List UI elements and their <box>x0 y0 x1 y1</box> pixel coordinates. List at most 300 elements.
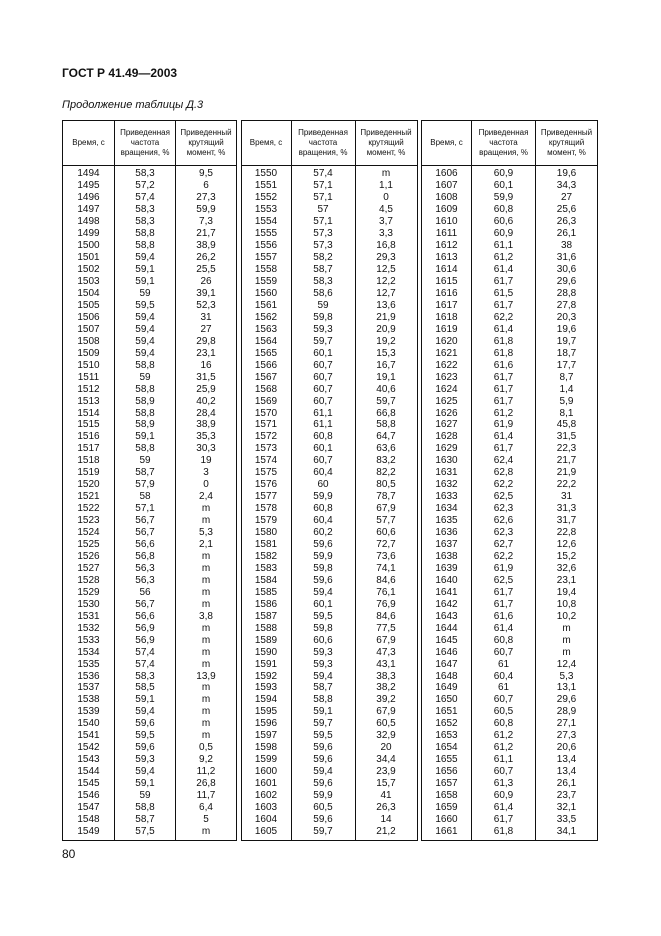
table-row <box>241 180 417 192</box>
table-row <box>422 623 598 635</box>
torque-cell: 84,6 <box>355 611 417 623</box>
time-cell: 1627 <box>422 420 472 432</box>
torque-cell: 60,5 <box>355 718 417 730</box>
torque-cell: 26,3 <box>536 216 598 228</box>
time-cell: 1661 <box>422 826 472 841</box>
table-row <box>422 527 598 539</box>
time-cell: 1542 <box>63 742 115 754</box>
speed-cell: 57,1 <box>291 216 355 228</box>
torque-cell: 27,1 <box>536 718 598 730</box>
torque-cell: 23,7 <box>536 790 598 802</box>
speed-cell: 62,7 <box>472 539 536 551</box>
torque-cell: 67,9 <box>355 706 417 718</box>
torque-cell: 16,7 <box>355 360 417 372</box>
torque-cell: 5,9 <box>536 396 598 408</box>
column-header-torque: Приведенный крутящий момент, % <box>355 121 417 166</box>
torque-cell: 32,1 <box>536 802 598 814</box>
speed-cell: 60,7 <box>472 647 536 659</box>
torque-cell: 19,7 <box>536 336 598 348</box>
speed-cell: 59 <box>115 790 176 802</box>
torque-cell: 59,7 <box>355 396 417 408</box>
speed-cell: 61,7 <box>472 372 536 384</box>
table-row <box>422 216 598 228</box>
table-row <box>241 623 417 635</box>
table-row <box>241 515 417 527</box>
torque-cell: m <box>176 659 237 671</box>
time-cell: 1628 <box>422 431 472 443</box>
speed-cell: 58,9 <box>115 396 176 408</box>
time-cell: 1596 <box>241 718 291 730</box>
torque-cell: m <box>176 635 237 647</box>
speed-cell: 61 <box>472 659 536 671</box>
torque-cell: 2,1 <box>176 539 237 551</box>
table-row <box>422 551 598 563</box>
speed-cell: 59 <box>291 300 355 312</box>
speed-cell: 60,7 <box>291 384 355 396</box>
speed-cell: 58,8 <box>115 802 176 814</box>
torque-cell: 27 <box>176 324 237 336</box>
torque-cell: 19,6 <box>536 166 598 181</box>
torque-cell: 21,7 <box>536 455 598 467</box>
speed-cell: 57,3 <box>291 228 355 240</box>
speed-cell: 61,4 <box>472 802 536 814</box>
time-cell: 1577 <box>241 491 291 503</box>
torque-cell: 22,8 <box>536 527 598 539</box>
speed-cell: 61,5 <box>472 288 536 300</box>
torque-cell: 28,8 <box>536 288 598 300</box>
torque-cell: 19,1 <box>355 372 417 384</box>
time-cell: 1528 <box>63 575 115 587</box>
table-row <box>422 467 598 479</box>
table-row <box>63 814 237 826</box>
torque-cell: 21,9 <box>536 467 598 479</box>
table-block-1 <box>62 120 237 841</box>
table-row <box>422 431 598 443</box>
torque-cell: 47,3 <box>355 647 417 659</box>
table-row <box>63 180 237 192</box>
table-row <box>63 467 237 479</box>
speed-cell: 59,3 <box>115 754 176 766</box>
table-row <box>63 503 237 515</box>
torque-cell: m <box>176 682 237 694</box>
table-row <box>63 396 237 408</box>
speed-cell: 61,8 <box>472 336 536 348</box>
time-cell: 1503 <box>63 276 115 288</box>
column-header-time: Время, с <box>63 121 115 166</box>
time-cell: 1501 <box>63 252 115 264</box>
time-cell: 1550 <box>241 166 291 181</box>
speed-cell: 56 <box>115 587 176 599</box>
speed-cell: 61,6 <box>472 360 536 372</box>
table-row <box>63 671 237 683</box>
table-row <box>63 312 237 324</box>
table-row <box>241 216 417 228</box>
speed-cell: 59,5 <box>115 730 176 742</box>
torque-cell: 21,9 <box>355 312 417 324</box>
table-row <box>63 802 237 814</box>
speed-cell: 58,7 <box>115 814 176 826</box>
speed-cell: 61,2 <box>472 730 536 742</box>
time-cell: 1540 <box>63 718 115 730</box>
torque-cell: 26,3 <box>355 802 417 814</box>
time-cell: 1505 <box>63 300 115 312</box>
speed-cell: 62,4 <box>472 455 536 467</box>
time-cell: 1551 <box>241 180 291 192</box>
time-cell: 1574 <box>241 455 291 467</box>
speed-cell: 60,5 <box>291 802 355 814</box>
speed-cell: 59,8 <box>291 623 355 635</box>
speed-cell: 61,2 <box>472 252 536 264</box>
time-cell: 1582 <box>241 551 291 563</box>
time-cell: 1592 <box>241 671 291 683</box>
speed-cell: 61,7 <box>472 814 536 826</box>
torque-cell: 25,9 <box>176 384 237 396</box>
table-row <box>63 527 237 539</box>
torque-cell: 19 <box>176 455 237 467</box>
speed-cell: 59,6 <box>291 575 355 587</box>
torque-cell: 30,3 <box>176 443 237 455</box>
torque-cell: 29,6 <box>536 694 598 706</box>
table-block-2 <box>241 120 418 841</box>
speed-cell: 60,6 <box>291 635 355 647</box>
torque-cell: 26 <box>176 276 237 288</box>
speed-cell: 59,4 <box>115 706 176 718</box>
speed-cell: 61,1 <box>472 754 536 766</box>
speed-cell: 62,2 <box>472 551 536 563</box>
speed-cell: 60,9 <box>472 228 536 240</box>
speed-cell: 58,3 <box>115 216 176 228</box>
table-row <box>241 551 417 563</box>
table-row <box>241 730 417 742</box>
time-cell: 1553 <box>241 204 291 216</box>
table-row <box>241 694 417 706</box>
time-cell: 1616 <box>422 288 472 300</box>
speed-cell: 61,1 <box>291 408 355 420</box>
torque-cell: 19,2 <box>355 336 417 348</box>
time-cell: 1600 <box>241 766 291 778</box>
speed-cell: 60,2 <box>291 527 355 539</box>
table-row <box>241 360 417 372</box>
torque-cell: 20,9 <box>355 324 417 336</box>
torque-cell: 19,4 <box>536 587 598 599</box>
table-row <box>241 682 417 694</box>
time-cell: 1642 <box>422 599 472 611</box>
time-cell: 1587 <box>241 611 291 623</box>
speed-cell: 62,5 <box>472 575 536 587</box>
time-cell: 1603 <box>241 802 291 814</box>
table-row <box>63 479 237 491</box>
torque-cell: 38,2 <box>355 682 417 694</box>
torque-cell: 27 <box>536 192 598 204</box>
torque-cell: m <box>176 515 237 527</box>
speed-cell: 58,3 <box>291 276 355 288</box>
time-cell: 1658 <box>422 790 472 802</box>
table-row <box>63 431 237 443</box>
torque-cell: 72,7 <box>355 539 417 551</box>
speed-cell: 59,3 <box>291 324 355 336</box>
torque-cell: 26,1 <box>536 228 598 240</box>
time-cell: 1541 <box>63 730 115 742</box>
torque-cell: 78,7 <box>355 491 417 503</box>
speed-cell: 59 <box>115 288 176 300</box>
table-header-row <box>63 121 237 166</box>
table-row <box>63 300 237 312</box>
time-cell: 1622 <box>422 360 472 372</box>
torque-cell: 10,2 <box>536 611 598 623</box>
time-cell: 1531 <box>63 611 115 623</box>
speed-cell: 61 <box>472 682 536 694</box>
table-row <box>241 635 417 647</box>
torque-cell: 63,6 <box>355 443 417 455</box>
torque-cell: 2,4 <box>176 491 237 503</box>
speed-cell: 56,7 <box>115 527 176 539</box>
torque-cell: 0 <box>355 192 417 204</box>
torque-cell: m <box>176 503 237 515</box>
table-row <box>63 276 237 288</box>
time-cell: 1590 <box>241 647 291 659</box>
speed-cell: 58,9 <box>115 420 176 432</box>
time-cell: 1625 <box>422 396 472 408</box>
speed-cell: 58,6 <box>291 288 355 300</box>
torque-cell: 23,1 <box>176 348 237 360</box>
torque-cell: 30,6 <box>536 264 598 276</box>
time-cell: 1517 <box>63 443 115 455</box>
torque-cell: 60,6 <box>355 527 417 539</box>
speed-cell: 60,5 <box>472 706 536 718</box>
speed-cell: 60,8 <box>472 635 536 647</box>
speed-cell: 61,7 <box>472 599 536 611</box>
table-row <box>63 611 237 623</box>
speed-cell: 59,4 <box>115 324 176 336</box>
table-row <box>422 814 598 826</box>
speed-cell: 61,4 <box>472 431 536 443</box>
time-cell: 1534 <box>63 647 115 659</box>
torque-cell: 64,7 <box>355 431 417 443</box>
torque-cell: 66,8 <box>355 408 417 420</box>
speed-cell: 59,8 <box>291 563 355 575</box>
speed-cell: 60,1 <box>291 599 355 611</box>
time-cell: 1578 <box>241 503 291 515</box>
speed-cell: 58,3 <box>115 166 176 181</box>
table-row <box>241 778 417 790</box>
torque-cell: 77,5 <box>355 623 417 635</box>
time-cell: 1510 <box>63 360 115 372</box>
torque-cell: 21,7 <box>176 228 237 240</box>
torque-cell: 3,7 <box>355 216 417 228</box>
time-cell: 1610 <box>422 216 472 228</box>
speed-cell: 59,9 <box>291 551 355 563</box>
speed-cell: 59,4 <box>115 312 176 324</box>
time-cell: 1535 <box>63 659 115 671</box>
time-cell: 1623 <box>422 372 472 384</box>
speed-cell: 61,6 <box>472 611 536 623</box>
speed-cell: 57,9 <box>115 479 176 491</box>
time-cell: 1502 <box>63 264 115 276</box>
time-cell: 1660 <box>422 814 472 826</box>
time-cell: 1573 <box>241 443 291 455</box>
table-row <box>63 754 237 766</box>
torque-cell: 12,4 <box>536 659 598 671</box>
speed-cell: 59,6 <box>291 754 355 766</box>
table-row <box>422 420 598 432</box>
table-row <box>63 384 237 396</box>
table-row <box>63 659 237 671</box>
torque-cell: 11,2 <box>176 766 237 778</box>
speed-cell: 59,6 <box>115 718 176 730</box>
table-row <box>241 647 417 659</box>
table-row <box>241 192 417 204</box>
time-cell: 1618 <box>422 312 472 324</box>
table-row <box>241 527 417 539</box>
table-row <box>241 204 417 216</box>
torque-cell: 27,3 <box>176 192 237 204</box>
speed-cell: 56,3 <box>115 575 176 587</box>
table-caption: Продолжение таблицы Д.3 <box>62 99 204 111</box>
torque-cell: 12,6 <box>536 539 598 551</box>
speed-cell: 57,4 <box>115 192 176 204</box>
speed-cell: 61,2 <box>472 408 536 420</box>
time-cell: 1532 <box>63 623 115 635</box>
table-row <box>241 706 417 718</box>
table-row <box>241 671 417 683</box>
time-cell: 1638 <box>422 551 472 563</box>
time-cell: 1634 <box>422 503 472 515</box>
time-cell: 1513 <box>63 396 115 408</box>
time-cell: 1598 <box>241 742 291 754</box>
torque-cell: 32,9 <box>355 730 417 742</box>
time-cell: 1559 <box>241 276 291 288</box>
torque-cell: 80,5 <box>355 479 417 491</box>
table-row <box>241 611 417 623</box>
torque-cell: 1,4 <box>536 384 598 396</box>
speed-cell: 61,7 <box>472 384 536 396</box>
torque-cell: 13,1 <box>536 682 598 694</box>
table-row <box>422 479 598 491</box>
torque-cell: 25,5 <box>176 264 237 276</box>
torque-cell: 0,5 <box>176 742 237 754</box>
torque-cell: 59,9 <box>176 204 237 216</box>
torque-cell: 10,8 <box>536 599 598 611</box>
torque-cell: 38,9 <box>176 240 237 252</box>
speed-cell: 58,7 <box>291 264 355 276</box>
table-header-row <box>241 121 417 166</box>
speed-cell: 59,4 <box>291 671 355 683</box>
table-row <box>63 826 237 841</box>
torque-cell: 15,3 <box>355 348 417 360</box>
table-row <box>63 623 237 635</box>
time-cell: 1556 <box>241 240 291 252</box>
time-cell: 1653 <box>422 730 472 742</box>
time-cell: 1646 <box>422 647 472 659</box>
table-row <box>63 288 237 300</box>
torque-cell: m <box>176 718 237 730</box>
column-header-torque: Приведенный крутящий момент, % <box>176 121 237 166</box>
time-cell: 1593 <box>241 682 291 694</box>
torque-cell: 20 <box>355 742 417 754</box>
table-row <box>422 647 598 659</box>
time-cell: 1657 <box>422 778 472 790</box>
table-row <box>63 420 237 432</box>
speed-cell: 61,2 <box>472 742 536 754</box>
time-cell: 1495 <box>63 180 115 192</box>
torque-cell: m <box>176 694 237 706</box>
speed-cell: 62,2 <box>472 479 536 491</box>
table-row <box>63 682 237 694</box>
speed-cell: 58 <box>115 491 176 503</box>
time-cell: 1518 <box>63 455 115 467</box>
torque-cell: 38,3 <box>355 671 417 683</box>
torque-cell: m <box>536 635 598 647</box>
torque-cell: 73,6 <box>355 551 417 563</box>
torque-cell: m <box>176 647 237 659</box>
table-row <box>63 599 237 611</box>
time-cell: 1601 <box>241 778 291 790</box>
time-cell: 1589 <box>241 635 291 647</box>
table-row <box>422 336 598 348</box>
speed-cell: 59,3 <box>291 659 355 671</box>
time-cell: 1624 <box>422 384 472 396</box>
speed-cell: 61,7 <box>472 276 536 288</box>
table-row <box>63 515 237 527</box>
time-cell: 1554 <box>241 216 291 228</box>
time-cell: 1659 <box>422 802 472 814</box>
torque-cell: 12,2 <box>355 276 417 288</box>
speed-cell: 59,5 <box>291 611 355 623</box>
table-row <box>422 312 598 324</box>
time-cell: 1640 <box>422 575 472 587</box>
speed-cell: 62,8 <box>472 467 536 479</box>
speed-cell: 59,4 <box>115 766 176 778</box>
table-row <box>241 228 417 240</box>
time-cell: 1572 <box>241 431 291 443</box>
time-cell: 1569 <box>241 396 291 408</box>
time-cell: 1566 <box>241 360 291 372</box>
speed-cell: 60,1 <box>291 348 355 360</box>
speed-cell: 58,3 <box>115 204 176 216</box>
torque-cell: 40,2 <box>176 396 237 408</box>
table-row <box>63 216 237 228</box>
time-cell: 1516 <box>63 431 115 443</box>
time-cell: 1605 <box>241 826 291 841</box>
time-cell: 1655 <box>422 754 472 766</box>
time-cell: 1514 <box>63 408 115 420</box>
table-row <box>241 587 417 599</box>
time-cell: 1611 <box>422 228 472 240</box>
speed-cell: 59,5 <box>291 730 355 742</box>
speed-cell: 59,7 <box>291 826 355 841</box>
time-cell: 1617 <box>422 300 472 312</box>
speed-cell: 57,1 <box>291 180 355 192</box>
table-row <box>241 742 417 754</box>
table-row <box>241 420 417 432</box>
time-cell: 1579 <box>241 515 291 527</box>
speed-cell: 61,8 <box>472 826 536 841</box>
speed-cell: 59,6 <box>291 742 355 754</box>
table-row <box>63 443 237 455</box>
table-row <box>63 408 237 420</box>
speed-cell: 57,1 <box>115 503 176 515</box>
speed-cell: 61,3 <box>472 778 536 790</box>
time-cell: 1527 <box>63 563 115 575</box>
speed-cell: 59,4 <box>291 766 355 778</box>
torque-cell: 8,7 <box>536 372 598 384</box>
time-cell: 1512 <box>63 384 115 396</box>
speed-cell: 61,7 <box>472 587 536 599</box>
time-cell: 1558 <box>241 264 291 276</box>
time-cell: 1571 <box>241 420 291 432</box>
table-row <box>422 635 598 647</box>
torque-cell: 31,7 <box>536 515 598 527</box>
